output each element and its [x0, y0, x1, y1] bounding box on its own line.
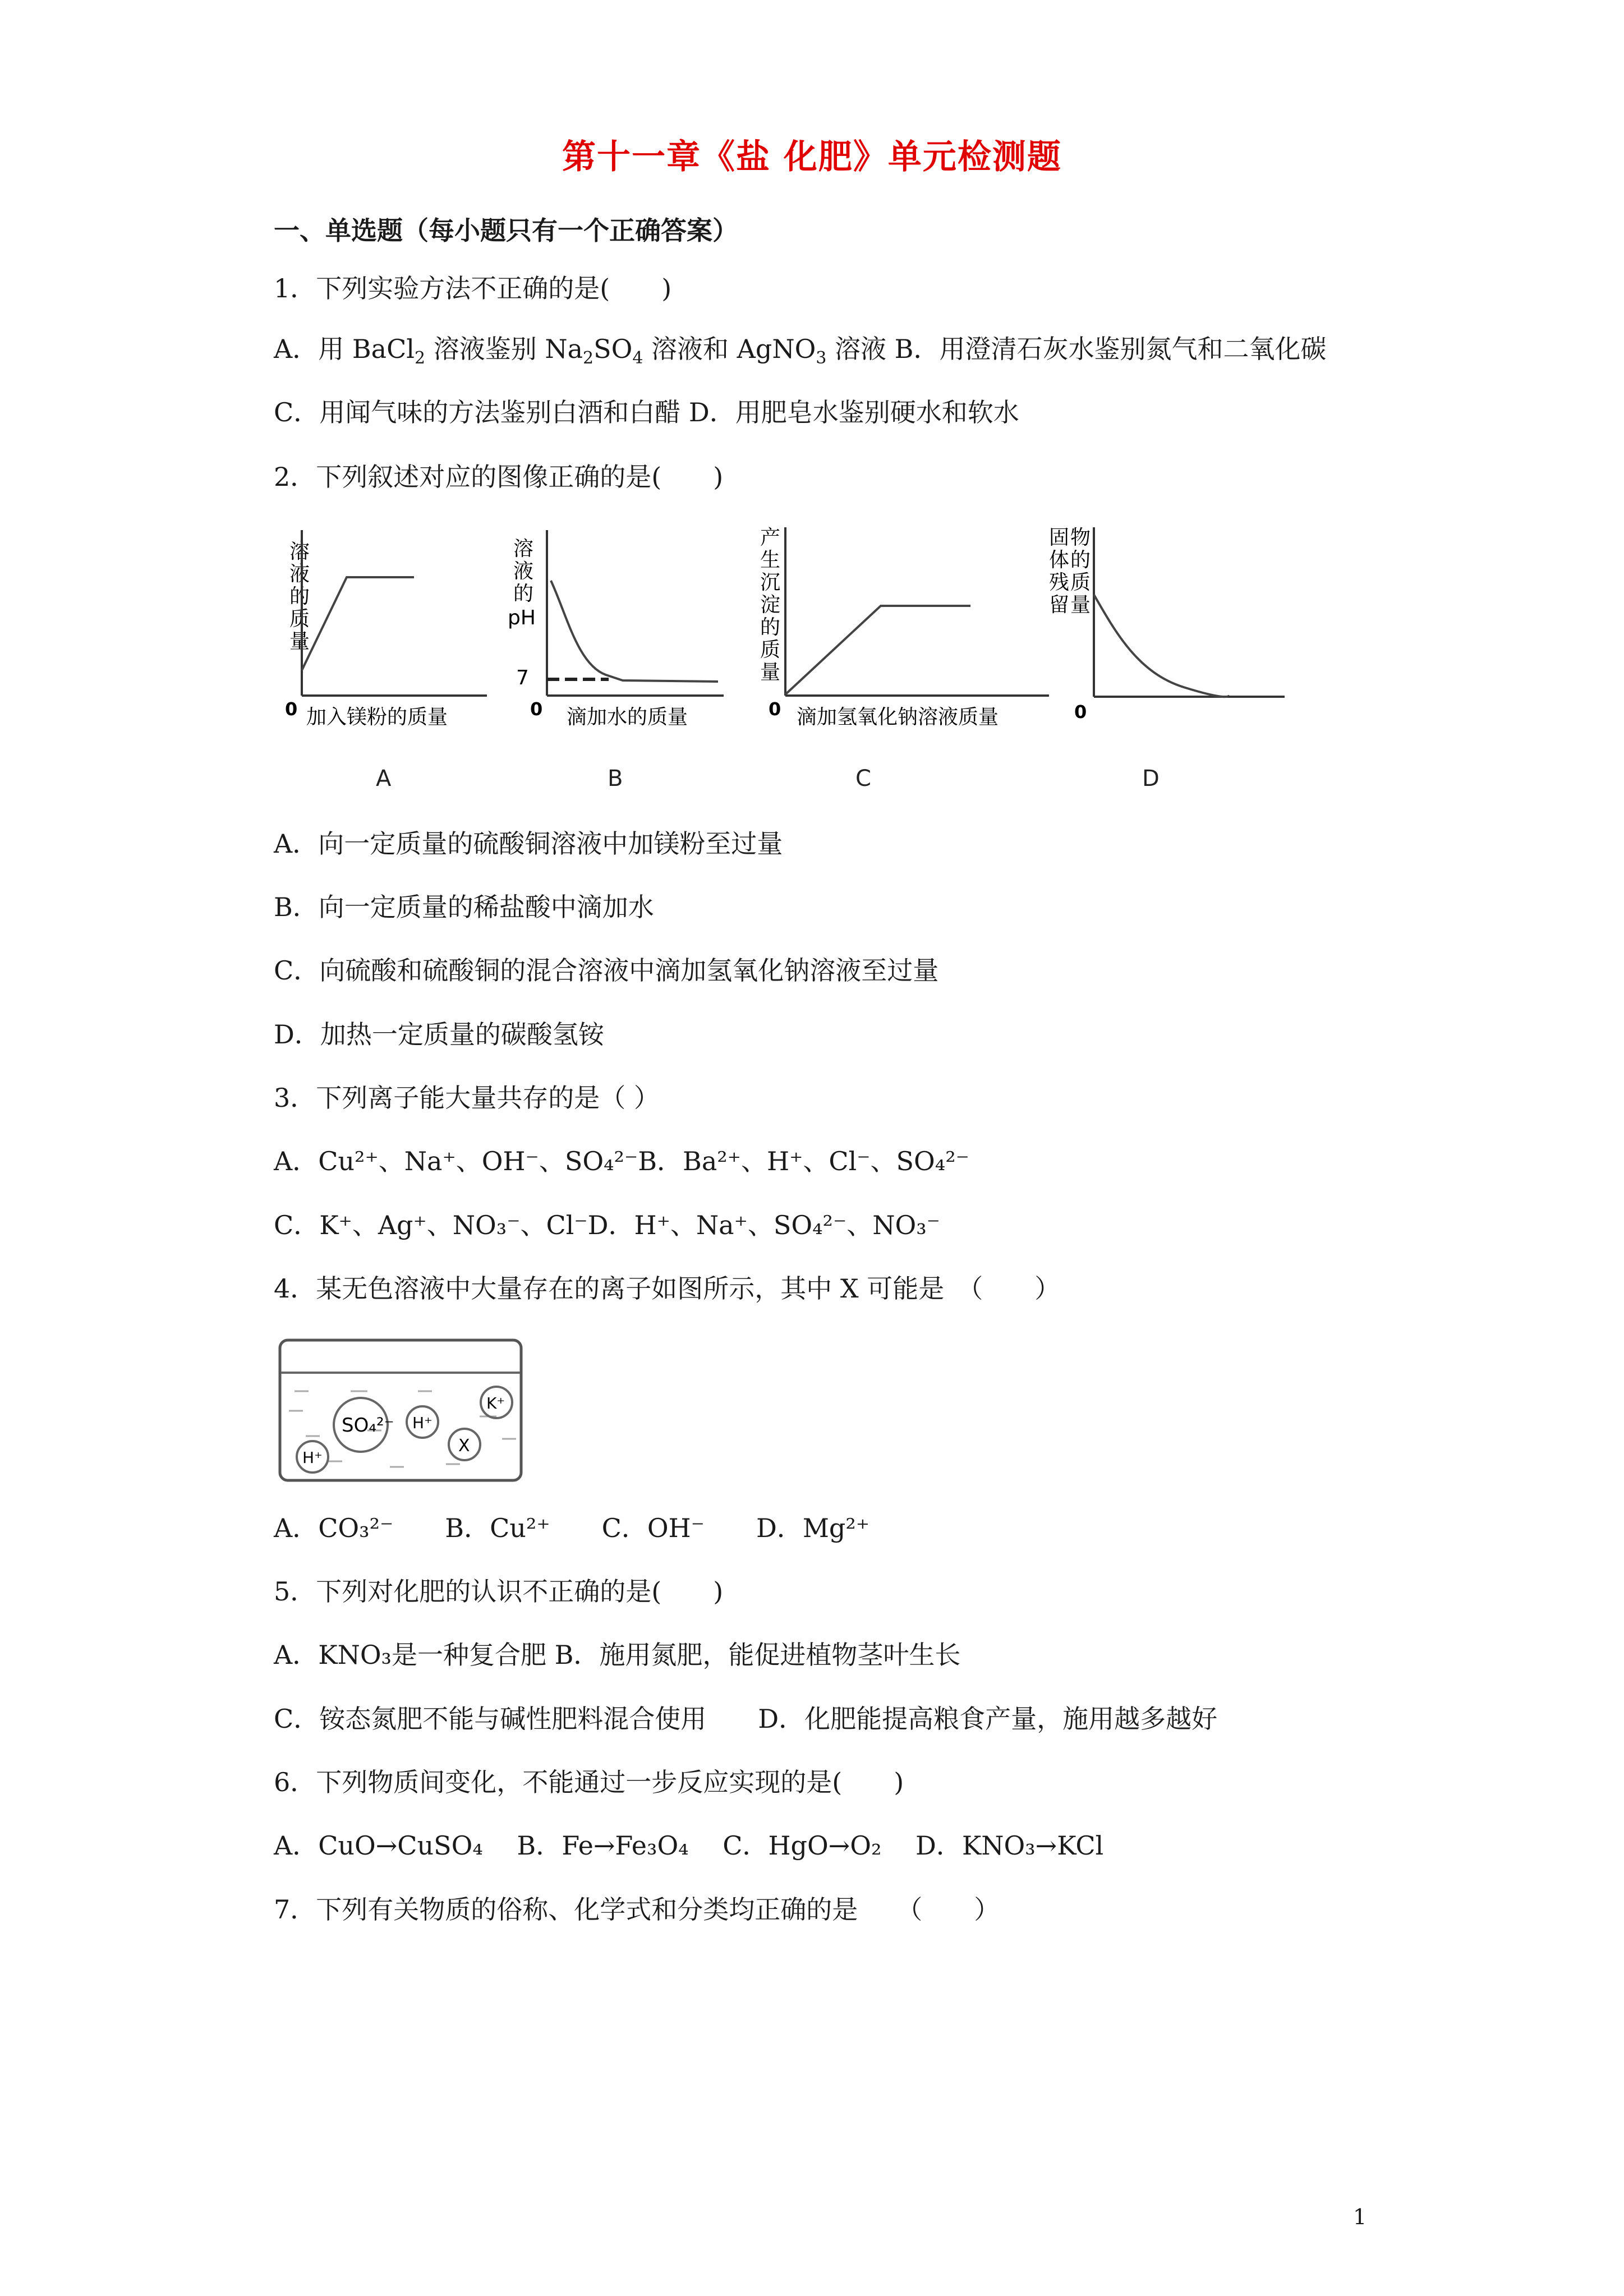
- graph-d-caption: D: [1142, 766, 1160, 792]
- graph-a-ylabel-3: 的: [289, 585, 310, 608]
- document-title: 第十一章《盐 化肥》单元检测题: [562, 137, 1062, 177]
- q1-options-cd: C．用闻气味的方法鉴别白酒和白醋 D．用肥皂水鉴别硬水和软水: [274, 397, 1019, 427]
- q7-stem: 7．下列有关物质的俗称、化学式和分类均正确的是 （ ）: [274, 1894, 1000, 1925]
- graph-c-origin: 0: [769, 698, 781, 720]
- q2-stem: 2．下列叙述对应的图像正确的是( ): [274, 462, 724, 492]
- q6-stem: 6．下列物质间变化，不能通过一步反应实现的是( ): [274, 1767, 904, 1797]
- graph-c-xlabel: 滴加氢氧化钠溶液质量: [797, 706, 999, 729]
- graph-a-caption: A: [376, 766, 392, 792]
- ion-solution-diagram: [278, 1338, 525, 1484]
- page-number: 1: [1353, 2205, 1367, 2229]
- q2-option-b: B．向一定质量的稀盐酸中滴加水: [274, 892, 654, 922]
- graph-b-curve: [551, 581, 718, 682]
- graph-b-ylabel-2: 液: [513, 560, 534, 583]
- q2-option-d: D．加热一定质量的碳酸氢铵: [274, 1019, 604, 1050]
- ion-hydrogen-1-label: H⁺: [412, 1414, 433, 1432]
- liquid-hatching: [289, 1391, 516, 1467]
- q3-options-cd: C．K⁺、Ag⁺、NO₃⁻、Cl⁻D．H⁺、Na⁺、SO₄²⁻、NO₃⁻: [274, 1210, 940, 1240]
- ion-x-label: X: [458, 1436, 470, 1456]
- graph-d: [1038, 522, 1296, 766]
- graph-d-curve: [1094, 595, 1229, 697]
- graph-d-ylabel-8: 量: [1070, 593, 1091, 616]
- graph-b-origin: 0: [530, 698, 543, 720]
- graph-a-xlabel: 加入镁粉的质量: [306, 706, 448, 729]
- ion-sulfate-label: SO₄²⁻: [342, 1414, 394, 1437]
- graph-d-origin: 0: [1074, 701, 1087, 723]
- q2-option-a: A．向一定质量的硫酸铜溶液中加镁粉至过量: [274, 829, 783, 859]
- graph-a: [274, 524, 498, 766]
- graph-a-ylabel-5: 量: [289, 630, 310, 653]
- graph-a-origin: 0: [285, 698, 298, 720]
- graph-b-ylabel-3: 的: [513, 582, 534, 605]
- q5-stem: 5．下列对化肥的认识不正确的是( ): [274, 1576, 724, 1607]
- graph-d-ylabel-6: 的: [1070, 549, 1091, 572]
- graph-d-ylabel-7: 质: [1070, 571, 1091, 594]
- graph-a-ylabel-4: 质: [289, 608, 310, 631]
- graph-c-ylabel-1: 产: [760, 526, 781, 549]
- q1-stem: 1．下列实验方法不正确的是( ): [274, 273, 672, 303]
- ion-hydrogen-2-label: H⁺: [302, 1448, 323, 1467]
- graph-c-ylabel-5: 的: [760, 616, 781, 639]
- graph-c-curve: [785, 606, 970, 694]
- graph-b: [499, 524, 735, 766]
- graph-a-ylabel-2: 液: [289, 563, 310, 586]
- q3-options-ab: A．Cu²⁺、Na⁺、OH⁻、SO₄²⁻B．Ba²⁺、H⁺、Cl⁻、SO₄²⁻: [274, 1146, 969, 1176]
- q4-options: A．CO₃²⁻ B．Cu²⁺ C．OH⁻ D．Mg²⁺: [274, 1513, 870, 1543]
- graph-c-ylabel-2: 生: [760, 549, 781, 572]
- graph-d-ylabel-5: 物: [1070, 526, 1091, 549]
- graph-b-xlabel: 滴加水的质量: [567, 706, 688, 729]
- graph-d-ylabel-4: 留: [1049, 593, 1070, 616]
- q4-stem: 4．某无色溶液中大量存在的离子如图所示，其中 X 可能是 （ ）: [274, 1273, 1061, 1304]
- graph-a-ylabel-1: 溶: [289, 540, 310, 563]
- q5-options-cd: C．铵态氮肥不能与碱性肥料混合使用 D．化肥能提高粮食产量，施用越多越好: [274, 1704, 1218, 1734]
- graph-b-ylabel-1: 溶: [513, 537, 534, 560]
- q3-stem: 3．下列离子能大量共存的是（ ）: [274, 1083, 660, 1113]
- graph-d-ylabel-3: 残: [1049, 571, 1070, 594]
- graph-b-tick-7: 7: [516, 666, 529, 689]
- ion-potassium-label: K⁺: [486, 1394, 505, 1412]
- q6-options: A．CuO→CuSO₄ B．Fe→Fe₃O₄ C．HgO→O₂ D．KNO₃→KCl: [274, 1830, 1104, 1861]
- graph-a-curve: [302, 577, 414, 670]
- graph-d-ylabel-1: 固: [1049, 526, 1070, 549]
- graph-c-ylabel-6: 质: [760, 638, 781, 661]
- q2-option-c: C．向硫酸和硫酸铜的混合溶液中滴加氢氧化钠溶液至过量: [274, 955, 939, 986]
- graph-c-ylabel-4: 淀: [760, 593, 781, 616]
- graph-d-ylabel-2: 体: [1049, 549, 1070, 572]
- graph-c: [746, 522, 1060, 766]
- graph-c-caption: C: [855, 766, 871, 792]
- q5-options-ab: A．KNO₃是一种复合肥 B．施用氮肥，能促进植物茎叶生长: [274, 1640, 961, 1670]
- section-heading: 一、单选题（每小题只有一个正确答案）: [274, 215, 738, 246]
- graph-c-ylabel-7: 量: [760, 661, 781, 684]
- graph-b-caption: B: [608, 766, 623, 792]
- graph-c-ylabel-3: 沉: [760, 571, 781, 594]
- graph-b-ylabel-4: pH: [508, 606, 536, 629]
- q1-options-ab: A．用 BaCl$_2$ 溶液鉴别 $Na_2SO_4$ 溶液和 AgNO$_3$ 溶液 B．用澄清石灰水鉴别氮气和二氧化碳: [274, 334, 1327, 369]
